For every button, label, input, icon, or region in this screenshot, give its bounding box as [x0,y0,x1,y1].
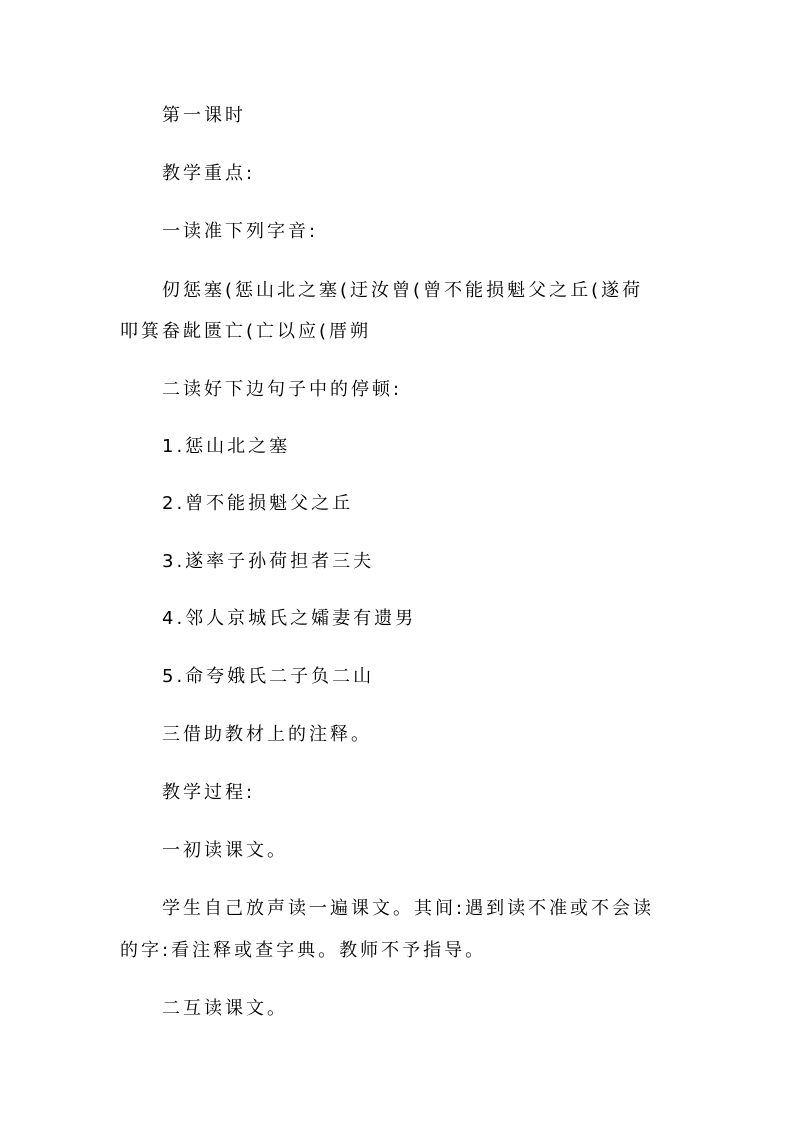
step-one-text-line-2: 的字:看注释或查字典。教师不予指导。 [120,940,487,961]
pronunciation-line-1: 仞惩塞(惩山北之塞(迂汝曾(曾不能损魁父之丘(遂荷 [162,280,644,301]
teaching-process-heading: 教学过程: [162,782,256,803]
pause-sentence-5: 5.命夸娥氏二子负二山 [162,666,375,687]
pause-sentence-4: 4.邻人京城氏之孀妻有遗男 [162,608,417,629]
pause-sentence-1: 1.惩山北之塞 [162,436,291,457]
pronunciation-line-2: 叩箕畚龀匮亡(亡以应(厝朔 [120,321,372,342]
lesson-heading: 第一课时 [162,105,246,126]
pause-sentence-3: 3.遂率子孙荷担者三夫 [162,551,375,572]
step-one-text-line-1: 学生自己放声读一遍课文。其间:遇到读不准或不会读 [162,898,655,919]
step-one-heading: 一初读课文。 [162,840,288,861]
step-two-heading: 二互读课文。 [162,998,288,1019]
section-one-heading: 一读准下列字音: [162,221,319,242]
section-two-heading: 二读好下边句子中的停顿: [162,379,403,400]
teaching-focus-heading: 教学重点: [162,163,256,184]
section-three-heading: 三借助教材上的注释。 [162,724,372,745]
pause-sentence-2: 2.曾不能损魁父之丘 [162,493,354,514]
